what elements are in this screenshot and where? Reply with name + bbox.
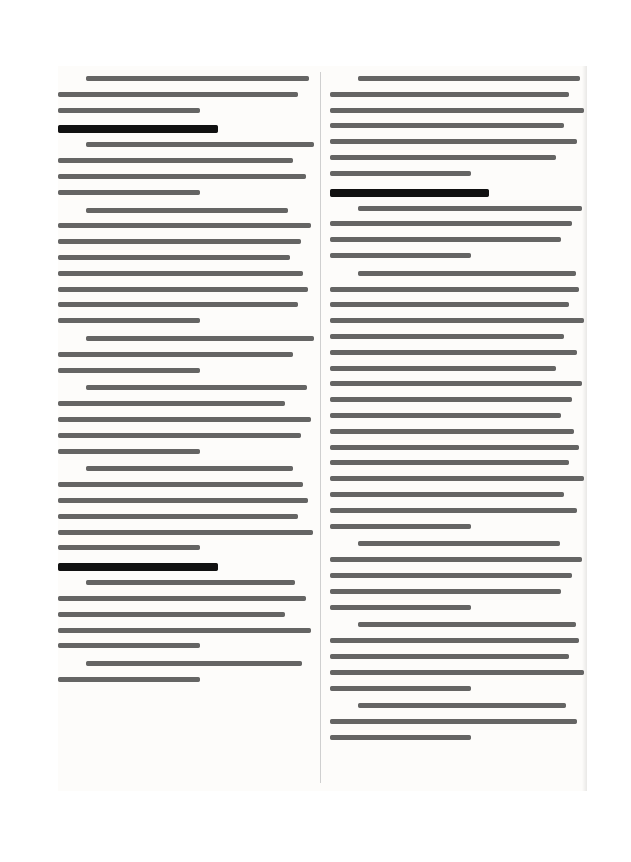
paragraph-line <box>330 670 584 675</box>
paragraph-line <box>58 628 311 633</box>
paragraph-line <box>358 271 576 276</box>
paragraph-line <box>58 174 306 179</box>
column-divider <box>320 72 321 783</box>
paragraph-line <box>358 541 560 546</box>
paragraph-line <box>330 686 471 691</box>
article-column-left <box>58 72 316 791</box>
article-column-right <box>330 72 587 791</box>
paragraph-line <box>330 171 471 176</box>
paragraph-line <box>330 508 577 513</box>
paragraph-line <box>58 643 200 648</box>
paragraph-line <box>58 596 306 601</box>
paragraph-line <box>58 612 285 617</box>
paragraph-line <box>330 221 572 226</box>
paragraph-line <box>86 466 293 471</box>
paragraph-line <box>330 397 572 402</box>
paragraph-line <box>58 401 285 406</box>
paragraph-line <box>58 302 298 307</box>
paragraph-line <box>58 108 200 113</box>
paragraph-line <box>330 429 574 434</box>
section-heading <box>58 125 218 133</box>
paragraph-line <box>58 368 200 373</box>
paragraph-line <box>58 158 293 163</box>
paragraph-line <box>58 223 311 228</box>
paragraph-line <box>58 677 200 682</box>
paragraph-line <box>330 654 569 659</box>
paragraph-line <box>58 287 308 292</box>
section-heading <box>330 189 489 197</box>
paragraph-line <box>58 352 293 357</box>
paragraph-line <box>330 589 561 594</box>
paragraph-line <box>330 638 579 643</box>
paragraph-line <box>358 622 576 627</box>
paragraph-line <box>330 139 577 144</box>
paragraph-line <box>86 385 307 390</box>
paragraph-line <box>330 334 564 339</box>
paragraph-line <box>330 155 556 160</box>
paragraph-line <box>58 498 308 503</box>
paragraph-line <box>86 142 314 147</box>
scan-edge-shadow <box>582 66 587 791</box>
paragraph-line <box>358 76 580 81</box>
paragraph-line <box>330 476 584 481</box>
paragraph-line <box>330 573 572 578</box>
paragraph-line <box>86 208 288 213</box>
section-heading <box>58 563 218 571</box>
paragraph-line <box>330 413 561 418</box>
paragraph-line <box>330 123 564 128</box>
paragraph-line <box>58 545 200 550</box>
paragraph-line <box>358 206 582 211</box>
paragraph-line <box>330 287 579 292</box>
paragraph-line <box>330 350 577 355</box>
paragraph-line <box>86 336 314 341</box>
paragraph-line <box>358 703 566 708</box>
paragraph-line <box>330 366 556 371</box>
paragraph-line <box>330 460 569 465</box>
paragraph-line <box>58 271 303 276</box>
paragraph-line <box>58 92 298 97</box>
paragraph-line <box>330 237 561 242</box>
paragraph-line <box>330 557 582 562</box>
paragraph-line <box>330 445 579 450</box>
paragraph-line <box>86 580 295 585</box>
paragraph-line <box>58 239 301 244</box>
paragraph-line <box>58 417 311 422</box>
paragraph-line <box>330 108 584 113</box>
newspaper-clipping <box>58 66 587 791</box>
paragraph-line <box>330 524 471 529</box>
paragraph-line <box>58 530 313 535</box>
paragraph-line <box>86 661 302 666</box>
paragraph-line <box>58 514 298 519</box>
paragraph-line <box>86 76 309 81</box>
paragraph-line <box>330 92 569 97</box>
paragraph-line <box>330 605 471 610</box>
paragraph-line <box>330 735 471 740</box>
paragraph-line <box>330 302 569 307</box>
paragraph-line <box>58 449 200 454</box>
paragraph-line <box>58 482 303 487</box>
paragraph-line <box>58 255 290 260</box>
paragraph-line <box>58 433 301 438</box>
paragraph-line <box>330 492 564 497</box>
paragraph-line <box>58 318 200 323</box>
paragraph-line <box>330 719 577 724</box>
paragraph-line <box>58 190 200 195</box>
paragraph-line <box>330 381 582 386</box>
paragraph-line <box>330 253 471 258</box>
paragraph-line <box>330 318 584 323</box>
